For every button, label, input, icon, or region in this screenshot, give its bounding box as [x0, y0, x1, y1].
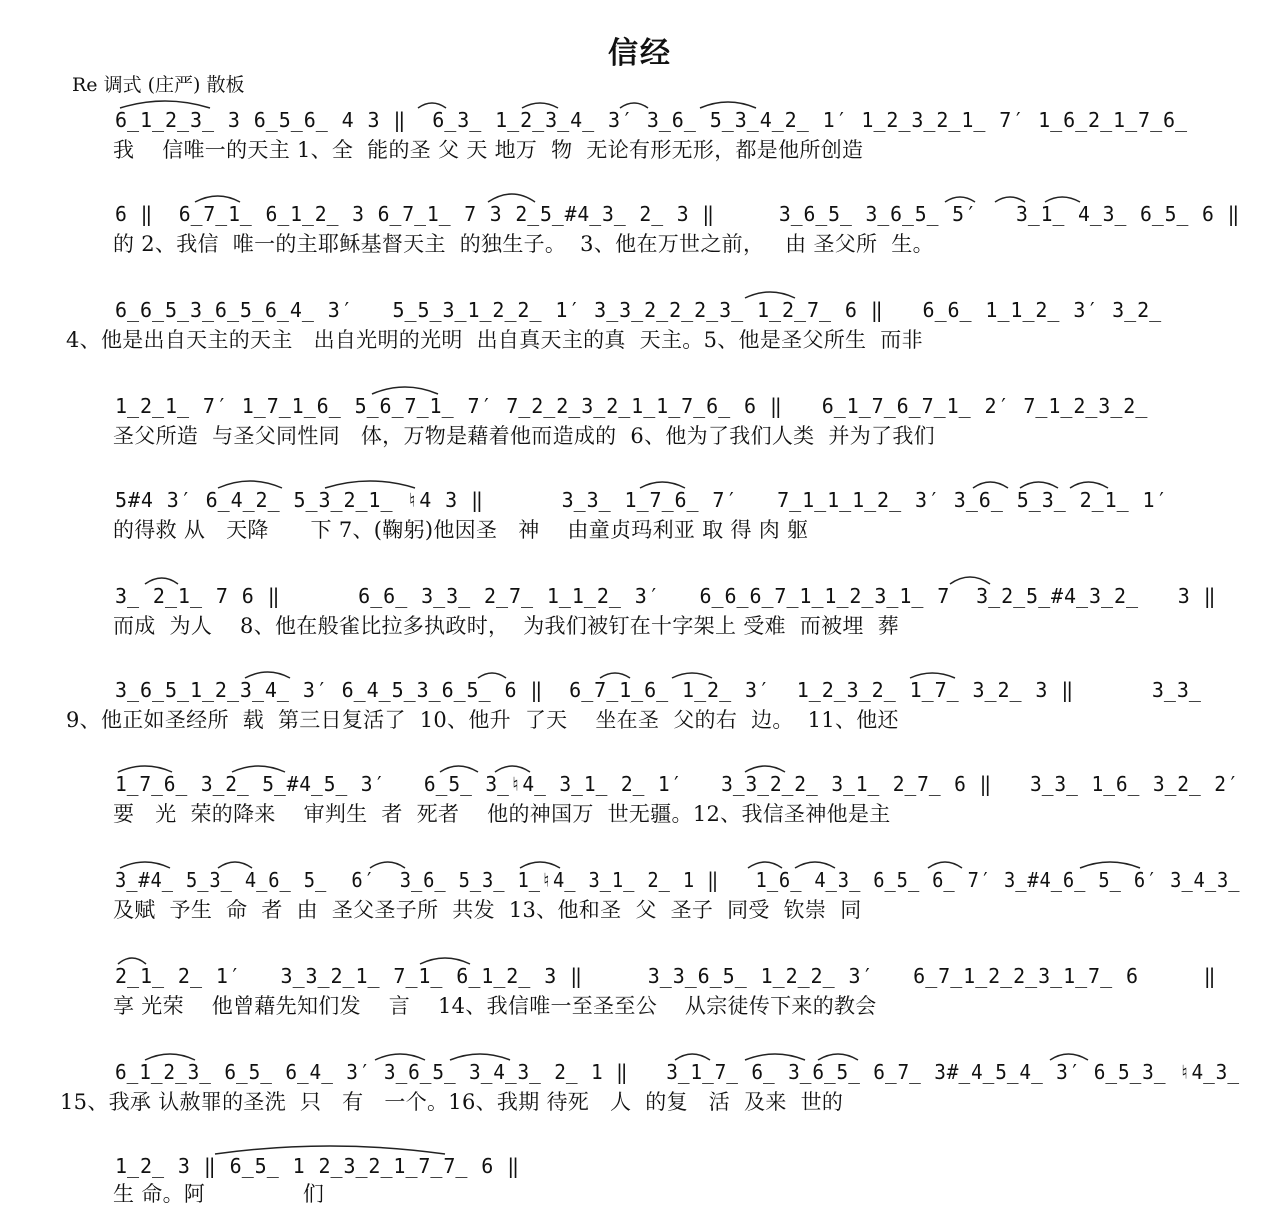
lyric-line-10: 享 光荣 他曾藉先知们发 言 14、我信唯一至圣至公 从宗徒传下来的教会	[113, 994, 877, 1018]
notation-line-10: 2̲1̲ 2̲ 1′ 3̲3̲2̲1̲ 7̲1̲ 6̲1̲2̲ 3 ‖ 3̲3̲6̲5̲ 1̲2̲2̲ 3′ 6̲7̲1̲2̲2̲3̲1̲7̲ 6 ‖	[115, 964, 1217, 988]
lyric-line-11: 15、我承 认赦罪的圣洗 只 有 一个。16、我期 待死 人 的复 活 及来 世的	[60, 1090, 844, 1114]
lyric-line-7: 9、他正如圣经所 载 第三日复活了 10、他升 了天 坐在圣 父的右 边。 11、他还	[66, 708, 899, 732]
notation-line-2: 6 ‖ 6̲7̲1̲ 6̲1̲2̲ 3 6̲7̲1̲ 7 3 2̲5̲#4̲3̲ 2̲ 3 ‖ 3̲6̲5̲ 3̲6̲5̲ 5′ 3̲1̲ 4̲3̲ 6̲5̲ 6 ‖	[115, 202, 1241, 226]
lyric-line-1: 我 信唯一的天主 1、全 能的圣 父 天 地万 物 无论有形无形，都是他所创造	[113, 138, 864, 162]
lyric-line-9: 及赋 予生 命 者 由 圣父圣子所 共发 13、他和圣 父 圣子 同受 钦崇 同	[113, 898, 862, 922]
slur-arc	[950, 577, 990, 584]
lyric-line-5: 的得救 从 天降 下 7、(鞠躬)他因圣 神 由童贞玛利亚 取 得 肉 躯	[113, 518, 809, 542]
notation-line-4: 1̲2̲1̲ 7′ 1̲7̲1̲6̲ 5̲6̲7̲1̲ 7′ 7̲2̲2̲3̲2̲1̲1̲7̲6̲ 6 ‖ 6̲1̲7̲6̲7̲1̲ 2′ 7̲1̲2̲3̲2̲	[115, 394, 1149, 418]
lyric-line-6: 而成 为人 8、他在般雀比拉多执政时， 为我们被钉在十字架上 受难 而被埋 葬	[113, 614, 899, 638]
slur-arc	[215, 1146, 445, 1154]
slur-arc	[372, 387, 438, 394]
mode-indicator: Re 调式 (庄严) 散板	[72, 74, 245, 96]
lyric-line-3: 4、他是出自天主的天主 出自光明的光明 出自真天主的真 天主。5、他是圣父所生 而非	[66, 328, 923, 352]
notation-line-7: 3̲6̲5̲1̲2̲3̲4̲ 3′ 6̲4̲5̲3̲6̲5̲ 6 ‖ 6̲7̲1̲6̲ 1̲2̲ 3′ 1̲2̲3̲2̲ 1̲7̲ 3̲2̲ 3 ‖ 3̲3̲	[115, 678, 1202, 702]
notation-line-8: 1̲7̲6̲ 3̲2̲ 5̲#4̲5̲ 3′ 6̲5̲ 3̲♮4̲ 3̲1̲ 2̲ 1′ 3̲3̲2̲2̲ 3̲1̲ 2̲7̲ 6 ‖ 3̲3̲ 1̲6̲ 3̲2̲ 2′	[115, 772, 1240, 796]
notation-line-6: 3̲ 2̲1̲ 7 6 ‖ 6̲6̲ 3̲3̲ 2̲7̲ 1̲1̲2̲ 3′ 6̲6̲6̲7̲1̲1̲2̲3̲1̲ 7 3̲2̲5̲#4̲3̲2̲ 3 ‖	[115, 584, 1217, 608]
notation-line-1: 6̲1̲2̲3̲ 3 6̲5̲6̲ 4 3 ‖ 6̲3̲ 1̲2̲3̲4̲ 3′ 3̲6̲ 5̲3̲4̲2̲ 1′ 1̲2̲3̲2̲1̲ 7′ 1̲6̲2̲1̲7̲6̲	[115, 108, 1188, 132]
lyric-line-4: 圣父所造 与圣父同性同 体，万物是藉着他而造成的 6、他为了我们人类 并为了我们	[113, 424, 935, 448]
slur-arc	[325, 481, 415, 488]
notation-line-11: 6̲1̲2̲3̲ 6̲5̲ 6̲4̲ 3′ 3̲6̲5̲ 3̲4̲3̲ 2̲ 1 ‖ 3̲1̲7̲ 6̲ 3̲6̲5̲ 6̲7̲ 3#̲4̲5̲4̲ 3′ 6̲5̲3̲ ♮4̲3̲	[115, 1060, 1240, 1084]
lyric-line-2: 的 2、我信 唯一的主耶稣基督天主 的独生子。 3、他在万世之前， 由 圣父所 生。	[113, 232, 934, 256]
slur-arc	[120, 101, 210, 108]
notation-line-9: 3̲#4̲ 5̲3̲ 4̲6̲ 5̲ 6′ 3̲6̲ 5̲3̲ 1̲♮4̲ 3̲1̲ 2̲ 1 ‖ 1̲6̲ 4̲3̲ 6̲5̲ 6̲ 7′ 3̲#4̲6̲ 5̲ 6′ 3̲4̲3̲	[115, 868, 1241, 892]
slur-arc	[218, 481, 282, 488]
page-title: 信经	[608, 36, 672, 71]
slur-arc	[488, 194, 535, 202]
notation-line-3: 6̲6̲5̲3̲6̲5̲6̲4̲ 3′ 5̲5̲3̲1̲2̲2̲ 1′ 3̲3̲2̲2̲2̲3̲ 1̲2̲7̲ 6 ‖ 6̲6̲ 1̲1̲2̲ 3′ 3̲2̲	[115, 298, 1163, 322]
lyric-line-12: 生 命。阿 们	[113, 1182, 325, 1206]
notation-line-5: 5#4 3′ 6̲4̲2̲ 5̲3̲2̲1̲ ♮4 3 ‖ 3̲3̲ 1̲7̲6̲ 7′ 7̲1̲1̲1̲2̲ 3′ 3̲6̲ 5̲3̲ 2̲1̲ 1′	[115, 488, 1169, 512]
notation-line-12: 1̲2̲ 3 ‖ 6̲5̲ 1 2̲3̲2̲1̲7̲7̲ 6 ‖	[115, 1154, 521, 1178]
lyric-line-8: 要 光 荣的降来 审判生 者 死者 他的神国万 世无疆。12、我信圣神他是主	[113, 802, 891, 826]
